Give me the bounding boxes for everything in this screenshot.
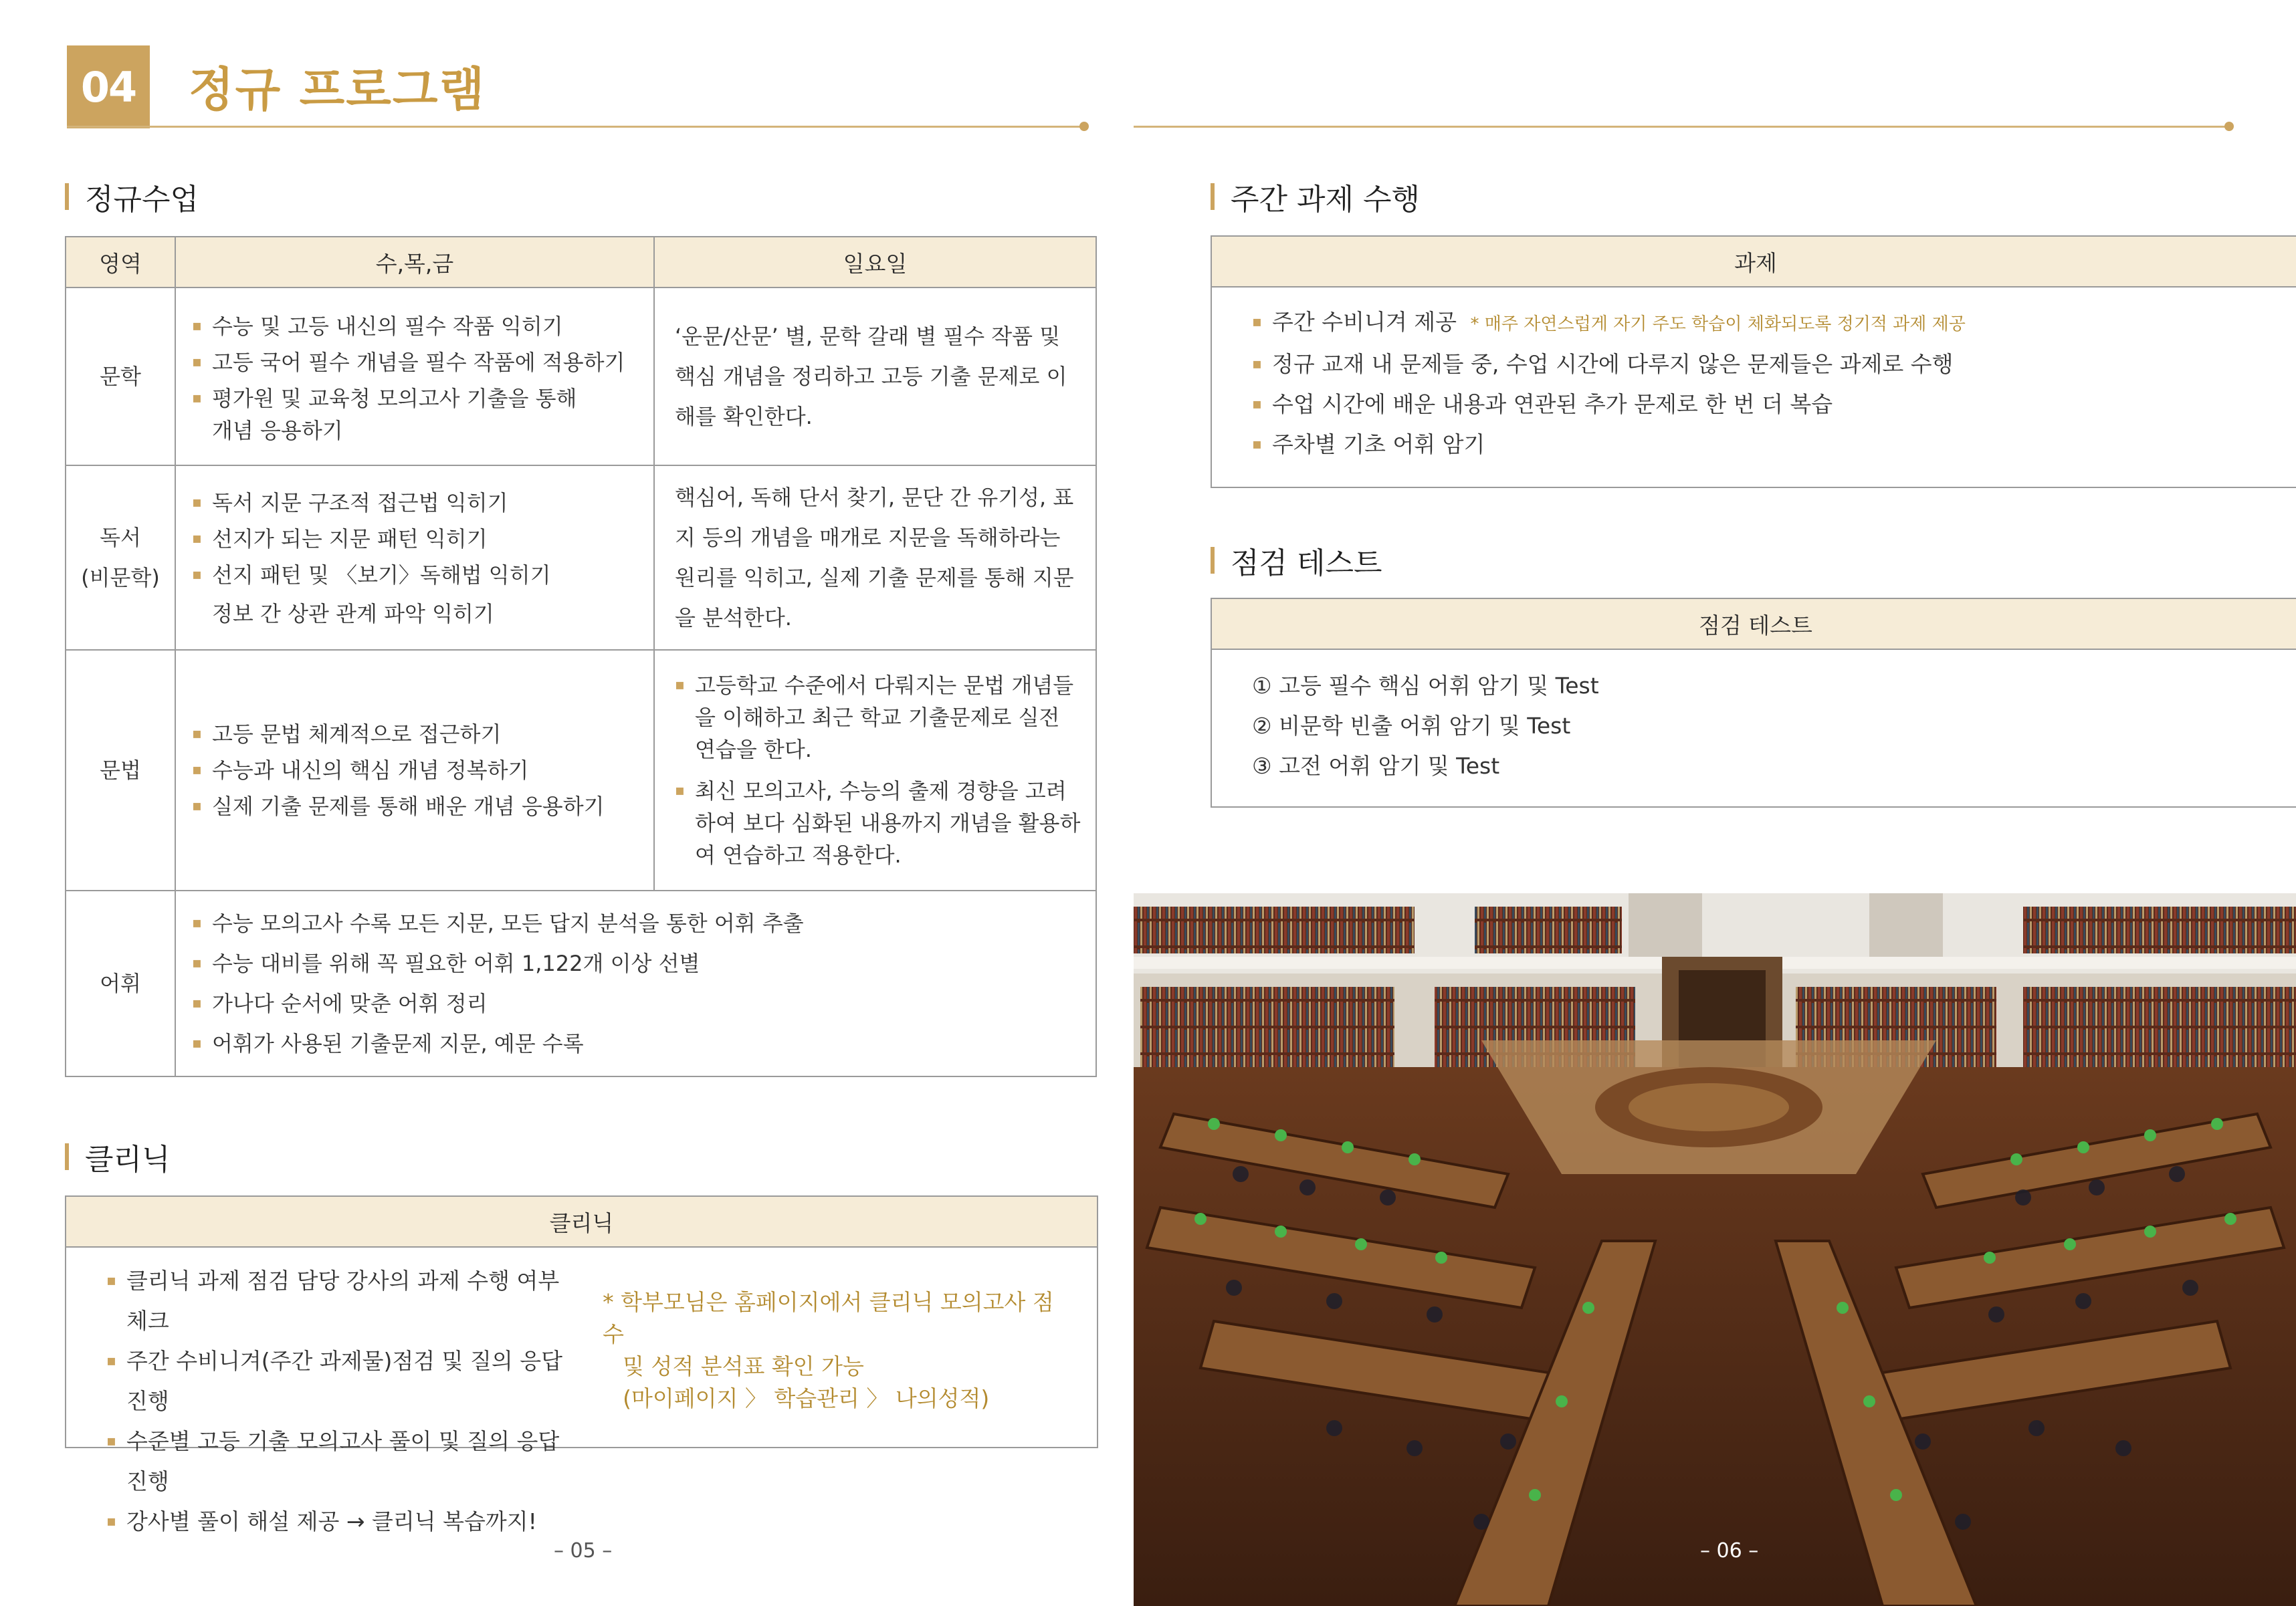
weekday-cell [175,465,654,650]
list-item-continuation: 정보 간 상관 관계 파악 익히기 [212,601,494,626]
test-box-title: 점검 테스트 [1212,599,2296,650]
weekday-cell [175,650,654,891]
list-item: ▪ 실제 기출 문제를 통해 배운 개념 응용하기 [192,790,640,822]
page-number-right: – 06 – [1700,1539,1759,1563]
list-item: ▪ 고등학교 수준에서 다뤄지는 문법 개념들을 이해하고 최근 학교 기출문제로 실전 연습을 한다. [675,669,1082,766]
list-item: ▪ 최신 모의고사, 수능의 출제 경향을 고려하여 보다 심화된 내용까지 개념을 활용하여 연습하고 적용한다. [675,775,1082,871]
clinic-box [65,1195,1098,1534]
area-cell: 독서 (비문학) [66,465,175,650]
clinic-parent-note: * 학부모님은 홈페이지에서 클리닉 모의고사 점수 및 성적 분석표 확인 가능 (마이페이지 〉 학습관리 〉 나의성적) [603,1289,1054,1411]
list-item: ▪ 평가원 및 교육청 모의고사 기출을 통해 [192,382,640,415]
clinic-box-title: 클리닉 [66,1197,1097,1248]
library-photo [1134,893,2296,1606]
area-cell: 어휘 [66,891,175,1076]
list-item: ▪ 정규 교재 내 문제들 중, 수업 시간에 다루지 않은 문제들은 과제로 수행 [1252,344,2259,384]
list-item: ▪ 강사별 풀이 해설 제공 → 클리닉 복습까지! [106,1502,583,1542]
list-item: ▪ 선지 패턴 및 〈보기〉독해법 익히기 [192,559,640,591]
page-title: 정규 프로그램 [189,62,486,117]
col-header-weekday: 수,목,금 [175,237,654,288]
regular-class-table [65,236,1097,1077]
divider-dot [1079,122,1089,131]
sunday-cell [654,650,1096,891]
table-header-row [66,237,1096,288]
page-number-left: – 05 – [554,1539,613,1563]
list-item-continuation: 개념 응용하기 [212,418,343,443]
list-item: ▪ 수능 및 고등 내신의 필수 작품 익히기 [192,310,640,342]
list-item: ▪ 수업 시간에 배운 내용과 연관된 추가 문제로 한 번 더 복습 [1252,384,2259,425]
list-item: ▪ 주간 수비니겨(주간 과제물)점검 및 질의 응답 진행 [106,1341,583,1421]
col-header-sunday: 일요일 [654,237,1096,288]
list-item: ▪ 수능 모의고사 수록 모든 지문, 모든 답지 분석을 통한 어휘 추출 [192,903,1079,943]
list-item: ▪ 독서 지문 구조적 접근법 익히기 [192,487,640,519]
vocab-cell [175,891,1096,1076]
header-divider-right [1134,126,2230,128]
list-item: ③ 고전 어휘 암기 및 Test [1252,753,1500,779]
regular-class-heading: 정규수업 [65,175,199,218]
area-cell: 문학 [66,288,175,465]
list-item: ▪ 수능 대비를 위해 꼭 필요한 어휘 1,122개 이상 선별 [192,943,1079,984]
list-item: ▪ 클리닉 과제 점검 담당 강사의 과제 수행 여부 체크 [106,1261,583,1341]
list-item: ▪ 가나다 순서에 맞춘 어휘 정리 [192,984,1079,1024]
sunday-cell: 핵심어, 독해 단서 찾기, 문단 간 유기성, 표지 등의 개념을 매개로 지문을 독해하라는 원리를 익히고, 실제 기출 문제를 통해 지문을 분석한다. [654,465,1096,650]
list-item: ▪ 주간 수비니겨 제공 * 매주 자연스럽게 자기 주도 학습이 체화되도록 정기적 과제 제공 [1252,302,2259,344]
list-item: ① 고등 필수 핵심 어휘 암기 및 Test [1252,673,1599,699]
check-test-heading: 점검 테스트 [1211,539,1382,582]
list-item: ▪ 고등 문법 체계적으로 접근하기 [192,718,640,750]
list-item: ▪ 어휘가 사용된 기출문제 지문, 예문 수록 [192,1024,1079,1064]
table-row [66,465,1096,650]
section-number: 04 [67,45,150,128]
header-divider-left [67,126,1083,128]
table-row [66,288,1096,465]
check-test-box [1211,598,2296,808]
sunday-cell: ‘운문/산문’ 별, 문학 갈래 별 필수 작품 및 핵심 개념을 정리하고 고등 기출 문제로 이해를 확인한다. [654,288,1096,465]
list-item: ▪ 수준별 고등 기출 모의고사 풀이 및 질의 응답 진행 [106,1421,583,1502]
list-item: ▪ 주차별 기초 어휘 암기 [1252,425,2259,465]
list-item: ② 비문학 빈출 어휘 암기 및 Test [1252,713,1571,739]
table-row [66,891,1096,1076]
weekly-box-title: 과제 [1212,237,2296,288]
area-cell: 문법 [66,650,175,891]
col-header-area: 영역 [66,237,175,288]
list-item: ▪ 고등 국어 필수 개념을 필수 작품에 적용하기 [192,346,640,378]
list-item: ▪ 선지가 되는 지문 패턴 익히기 [192,523,640,555]
list-item: ▪ 수능과 내신의 핵심 개념 정복하기 [192,754,640,786]
divider-dot [2224,122,2234,131]
table-row [66,650,1096,891]
weekly-note: * 매주 자연스럽게 자기 주도 학습이 체화되도록 정기적 과제 제공 [1470,314,1966,334]
weekly-assignment-heading: 주간 과제 수행 [1211,175,1420,218]
weekly-assignment-box [1211,235,2296,488]
weekday-cell [175,288,654,465]
clinic-heading: 클리닉 [65,1135,171,1178]
